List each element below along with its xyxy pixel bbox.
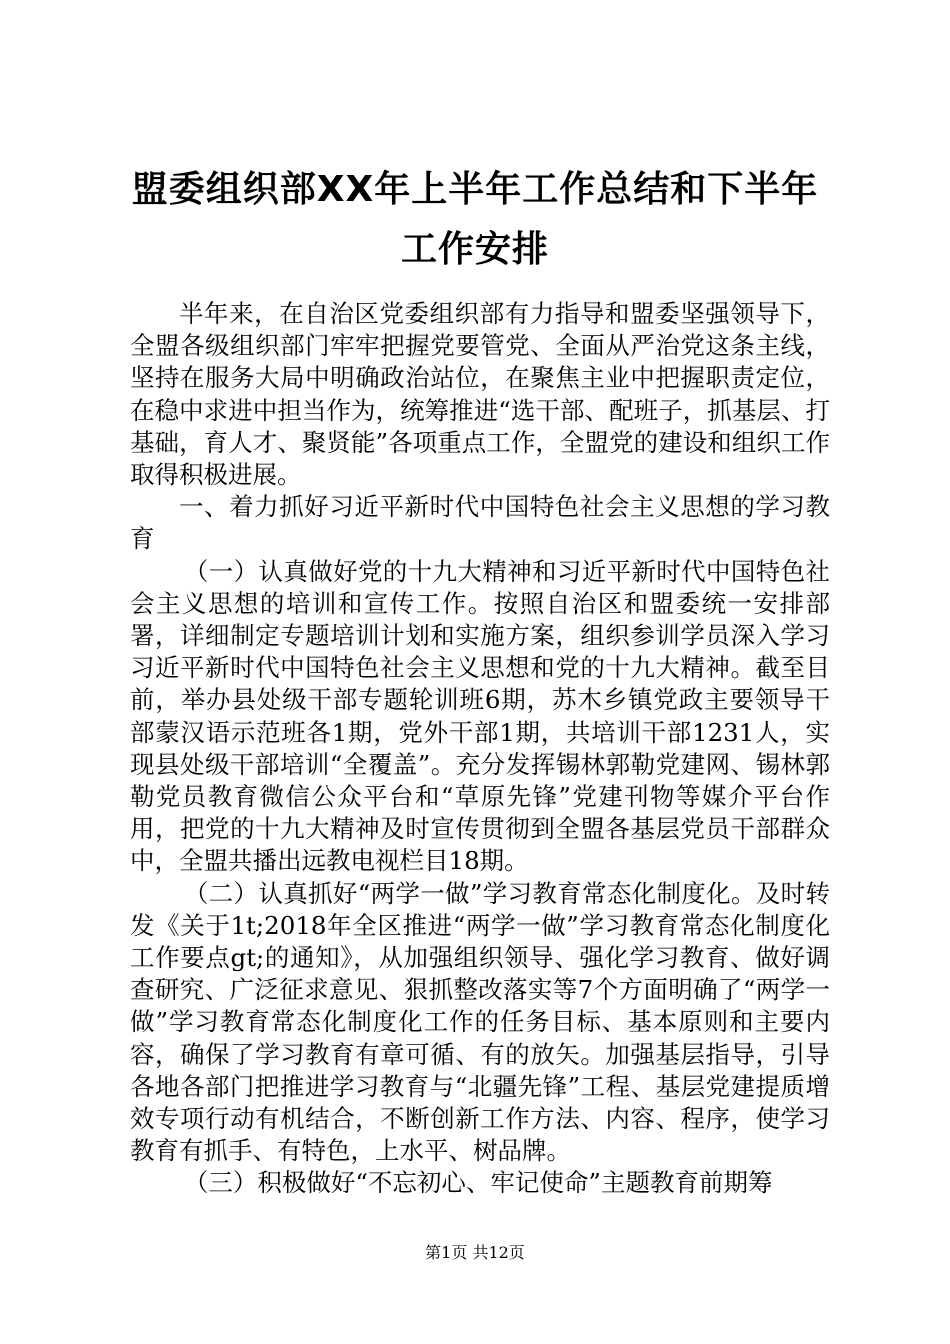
- paragraph-item-1: （一）认真做好党的十九大精神和习近平新时代中国特色社会主义思想的培训和宣传工作。按照自治区和盟委统一安排部署，详细制定专题培训计划和实施方案，组织参训学员深入学习习近平新时代中国特色社会主义思想和党的十九大精神。截至目前，举办县处级干部专题轮训班6期，苏木乡镇党政主要领导干部蒙汉语示范班各1期，党外干部1期，共培训干部1231人，实现县处级干部培训“全覆盖”。充分发挥锡林郭勒党建网、锡林郭勒党员教育微信公众平台和“草原先锋”党建刊物等媒介平台作用，把党的十九大精神及时宣传贯彻到全盟各基层党员干部群众中，全盟共播出远教电视栏目18期。: [130, 556, 830, 876]
- paragraph-item-2: （二）认真抓好“两学一做”学习教育常态化制度化。及时转发《关于1t;2018年全区推进“两学一做”学习教育常态化制度化工作要点gt;的通知》，从加强组织领导、强化学习教育、做好调查研究、广泛征求意见、狠抓整改落实等7个方面明确了“两学一做”学习教育常态化制度化工作的任务目标、基本原则和主要内容，确保了学习教育有章可循、有的放矢。加强基层指导，引导各地各部门把推进学习教育与“北疆先锋”工程、基层党建提质增效专项行动有机结合，不断创新工作方法、内容、程序，使学习教育有抓手、有特色，上水平、树品牌。: [130, 878, 830, 1166]
- paragraph-intro: 半年来，在自治区党委组织部有力指导和盟委坚强领导下，全盟各级组织部门牢牢把握党要管党、全面从严治党这条主线，坚持在服务大局中明确政治站位，在聚焦主业中把握职责定位，在稳中求进中担当作为，统筹推进“选干部、配班子，抓基层、打基础，育人才、聚贤能”各项重点工作，全盟党的建设和组织工作取得积极进展。: [130, 299, 830, 490]
- section-heading-1: 一、着力抓好习近平新时代中国特色社会主义思想的学习教育: [130, 492, 830, 554]
- page-number-footer: 第1页 共12页: [425, 1243, 525, 1262]
- paragraph-item-3: （三）积极做好“不忘初心、牢记使命”主题教育前期筹: [183, 1168, 773, 1198]
- document-title: 盟委组织部XX年上半年工作总结和下半年工作安排: [131, 169, 819, 270]
- document-body: [130, 298, 830, 1200]
